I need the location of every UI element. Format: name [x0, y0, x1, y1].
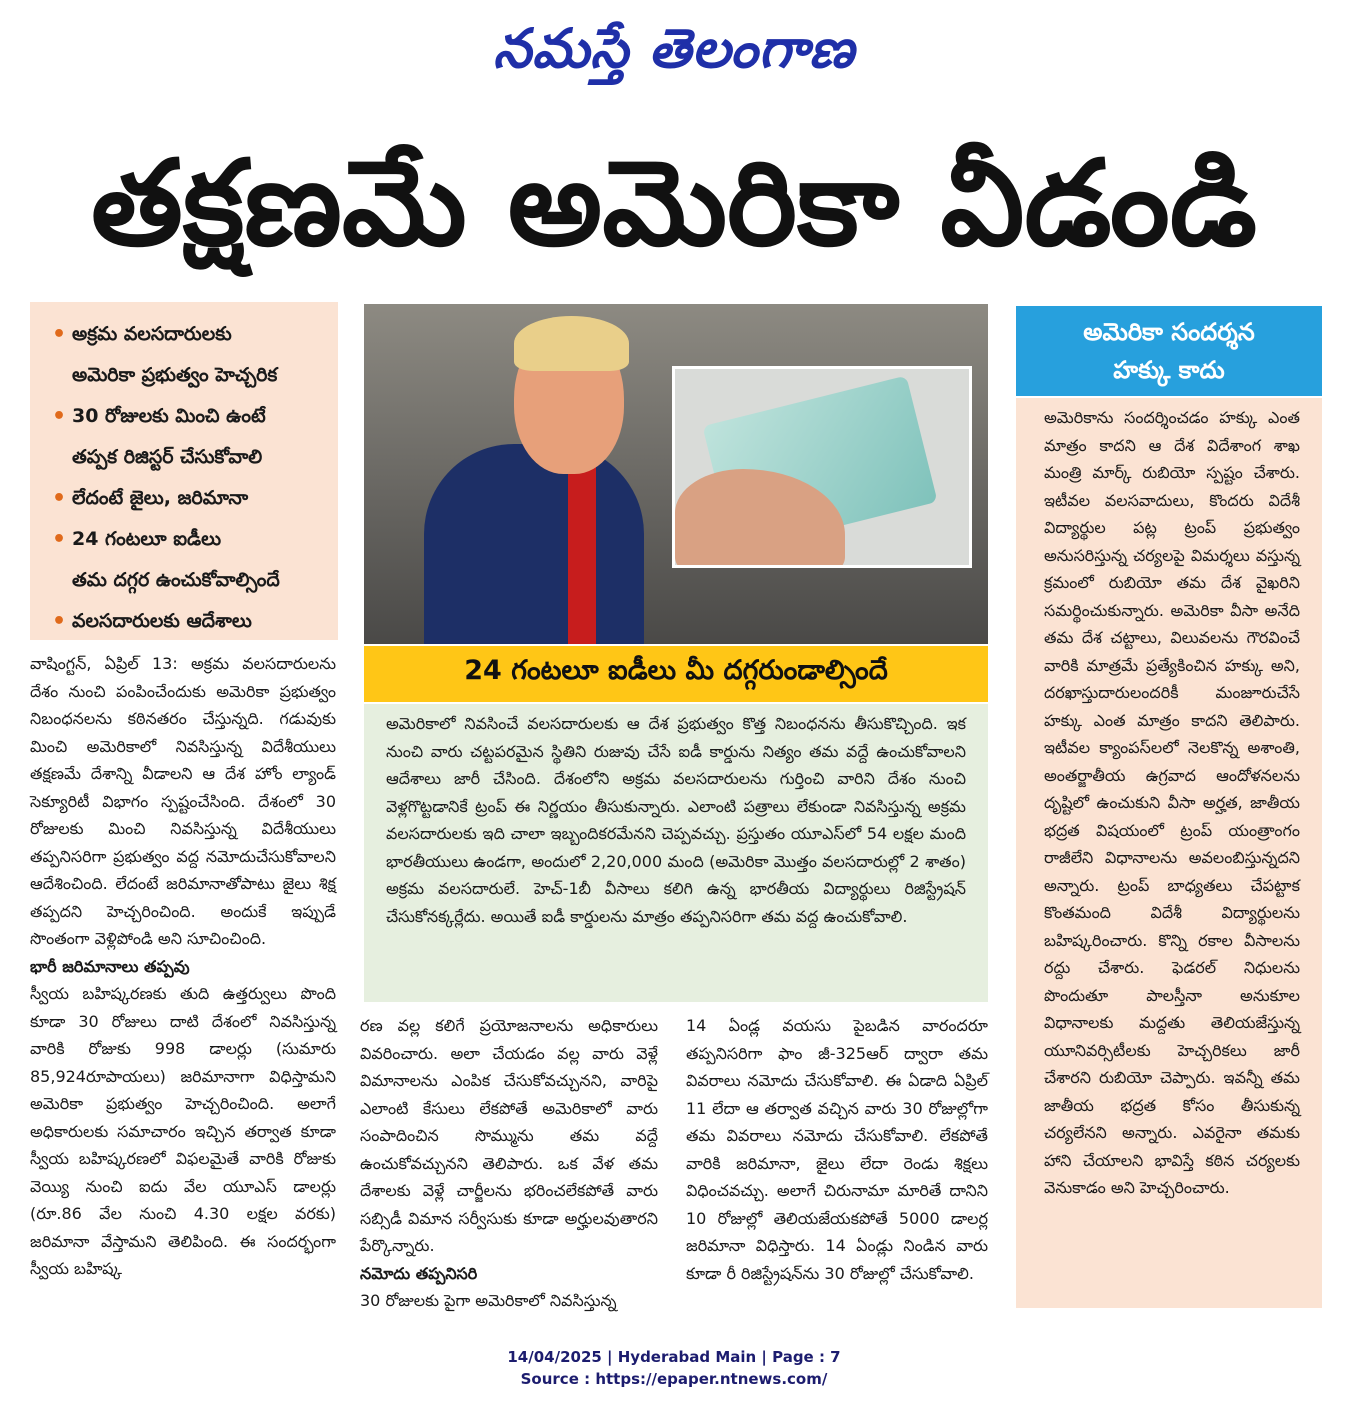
- sidebar-title-line: అమెరికా సందర్శన: [1083, 318, 1255, 346]
- masthead-logo: [0, 0, 1348, 110]
- column1-subheading: భారీ జరిమానాలు తప్పవు: [30, 956, 190, 976]
- speaker-tie: [568, 454, 596, 644]
- column1-paragraph: వాషింగ్టన్, ఏప్రిల్ 13: అక్రమ వలసదారులను దేశం నుంచి పంపించేందుకు అమెరికా ప్రభుత్వం నిబంధనలను కఠినతరం చేస్తున్నది. గడువుకు మించి అమెరికాలో నివసిస్తున్న విదేశీయులు తక్షణమే దేశాన్ని వీడాలని ఆ దేశ హోం ల్యాండ్ సెక్యూరిటీ విభాగం స్పష్టంచేసింది. దేశంలో 30 రోజులకు మించి నివసిస్తున్న విదేశీయులు తప్పనిసరిగా ప్రభుత్వం వద్ద నమోదుచేసుకోవాలని ఆదేశించింది. లేదంటే జరిమానాతోపాటు జైలు శిక్ష తప్పదని హెచ్చరించింది. అందుకే ఇప్పుడే సొంతంగా వెళ్లిపోండి అని సూచించింది.: [30, 654, 336, 948]
- sidebar-text: అమెరికాను సందర్శించడం హక్కు ఎంత మాత్రం కాదని ఆ దేశ విదేశాంగ శాఖ మంత్రి మార్క్ రుబియో స్పష్టం చేశారు. ఇటీవల వలసవాదులు, కొందరు విదేశీ విద్యార్థుల పట్ల ట్రంప్ ప్రభుత్వం అనుసరిస్తున్న చర్యలపై విమర్శలు వస్తున్న క్రమంలో రుబియో తమ దేశ వైఖరిని సమర్థించుకున్నారు. అమెరికా వీసా అనేది తమ దేశ చట్టాలు, విలువలను గౌరవించే వారికి మాత్రమే ప్రత్యేకించిన హక్కు అని, దరఖాస్తుదారులందరికీ మంజూరుచేసే హక్కు ఎంత మాత్రం కాదని తెలిపారు. ఇటీవల క్యాంపస్‌లలో నెలకొన్న అశాంతి, అంతర్జాతీయ ఉగ్రవాద ఆందోళనలను దృష్టిలో ఉంచుకుని వీసా అర్హత, జాతీయ భద్రత విషయంలో ట్రంప్ యంత్రాంగం రాజీలేని విధానాలను అవలంబిస్తున్నదని అన్నారు. ట్రంప్ బాధ్యతలు చేపట్టాక కొంతమంది విదేశీ విద్యార్థులను బహిష్కరించారు. కొన్ని రకాల వీసాలను రద్దు చేశారు. ఫెడరల్ నిధులను పొందుతూ పాలస్తీనా అనుకూల విధానాలకు మద్దతు తెలియజేస్తున్న యూనివర్సిటీలకు హెచ్చరికలు జారీ చేశారని రుబియో చెప్పారు. ఇవన్నీ తమ జాతీయ భద్రత కోసం తీసుకున్న చర్యలేనని అన్నారు. ఎవరైనా తమకు హాని చేయాలని భావిస్తే కఠిన చర్యలకు వెనుకాడం అని హెచ్చరించారు.: [1044, 408, 1300, 1197]
- column2-subheading: నమోదు తప్పనిసరి: [360, 1263, 478, 1283]
- footer-source: Source : https://epaper.ntnews.com/: [520, 1370, 828, 1388]
- highlight-item: తమ దగ్గర ఉంచుకోవాల్సిందే: [72, 569, 280, 591]
- highlight-item: అమెరికా ప్రభుత్వం హెచ్చరిక: [72, 364, 278, 386]
- photo-caption-bar: [364, 646, 988, 702]
- info-box: [364, 704, 988, 1002]
- highlight-item: తప్పక రిజిస్టర్ చేసుకోవాలి: [72, 446, 263, 468]
- article-column-2: [360, 1012, 658, 1315]
- highlight-item: • 30 రోజులకు మించి ఉంటే: [44, 396, 328, 437]
- highlights-box: [30, 302, 338, 640]
- masthead-logo-text: నమస్తే తెలంగాణ: [493, 16, 855, 80]
- highlight-item: • 24 గంటలూ ఐడీలు: [44, 519, 328, 560]
- headline-text: తక్షణమే అమెరికా వీడండి: [91, 134, 1257, 272]
- column3-paragraph: 14 ఏండ్ల వయసు పైబడిన వారందరూ తప్పనిసరిగా ఫాం జీ-325ఆర్ ద్వారా తమ వివరాలు నమోదు చేసుకోవాలి. ఈ ఏడాది ఏప్రిల్ 11 లేదా ఆ తర్వాత వచ్చిన వారు 30 రోజుల్లోగా తమ వివరాలు నమోదు చేసుకోవాలి. లేకపోతే వారికి జరిమానా, జైలు లేదా రెండు శిక్షలు విధించవచ్చు. అలాగే చిరునామా మారితే దానిని 10 రోజుల్లో తెలియజేయకపోతే 5000 డాలర్ల జరిమానా విధిస్తారు. 14 ఏండ్లు నిండిన వారు కూడా రీ రిజిస్ట్రేషన్‌ను 30 రోజుల్లో చేసుకోవాలి.: [686, 1016, 988, 1283]
- column2-paragraph: 30 రోజులకు పైగా అమెరికాలో నివసిస్తున్న: [360, 1291, 617, 1310]
- speaker-hair: [514, 316, 629, 371]
- article-column-1: [30, 650, 336, 1283]
- article-column-3: [686, 1012, 988, 1287]
- sidebar-title-line: హక్కు కాదు: [1113, 356, 1225, 384]
- page-footer: [0, 1346, 1348, 1390]
- sidebar-title: [1016, 306, 1322, 396]
- column2-paragraph: రణ వల్ల కలిగే ప్రయోజనాలను అధికారులు వివరించారు. అలా చేయడం వల్ల వారు వెళ్లే విమానాలను ఎంపిక చేసుకోవచ్చునని, వారిపై ఎలాంటి కేసులు లేకపోతే అమెరికాలో వారు సంపాదించిన సొమ్మును తమ వద్దే ఉంచుకోవచ్చునని తెలిపారు. ఒక వేళ తమ దేశాలకు వెళ్లే చార్జీలను భరించలేకపోతే వారు సబ్సిడీ విమాన సర్వీసుకు కూడా అర్హులవుతారని పేర్కొన్నారు.: [360, 1016, 658, 1255]
- id-card-inset-photo: [672, 366, 972, 568]
- sidebar-story: [1016, 398, 1322, 1308]
- footer-edition-info: 14/04/2025 | Hyderabad Main | Page : 7: [507, 1348, 841, 1366]
- column1-paragraph: స్వీయ బహిష్కరణకు తుది ఉత్తర్వులు పొంది కూడా 30 రోజులు దాటి దేశంలో నివసిస్తున్న వారికి రోజుకు 998 డాలర్లు (సుమారు 85,924రూపాయలు) జరిమానాగా విధిస్తామని అమెరికా ప్రభుత్వం హెచ్చరించింది. అలాగే అధికారులకు సమాచారం ఇచ్చిన తర్వాత కూడా స్వీయ బహిష్కరణలో విఫలమైతే వారికి రోజుకు వెయ్యి నుంచి ఐదు వేల యూఎస్ డాలర్లు (రూ.86 వేల నుంచి 4.30 లక్షల వరకు) జరిమానా వేస్తామని తెలిపింది. ఈ సందర్భంగా స్వీయ బహిష్క: [30, 984, 336, 1278]
- highlight-item: • వలసదారులకు ఆదేశాలు: [44, 601, 328, 642]
- highlight-item: • అక్రమ వలసదారులకు: [44, 314, 328, 355]
- headline: [20, 118, 1328, 288]
- highlight-item: • లేదంటే జైలు, జరిమానా: [44, 478, 328, 519]
- info-box-text: అమెరికాలో నివసించే వలసదారులకు ఆ దేశ ప్రభుత్వం కొత్త నిబంధనను తీసుకొచ్చింది. ఇక నుంచి వారు చట్టపరమైన స్థితిని రుజువు చేసే ఐడీ కార్డును నిత్యం తమ వద్దే ఉంచుకోవాలని ఆదేశాలు జారీ చేసింది. దేశంలోని అక్రమ వలసదారులను గుర్తించి వారిని దేశం నుంచి వెళ్లగొట్టడానికే ట్రంప్ ఈ నిర్ణయం తీసుకున్నారు. ఎలాంటి పత్రాలు లేకుండా నివసిస్తున్న అక్రమ వలసదారులకు ఇది చాలా ఇబ్బందికరమేనని చెప్పవచ్చు. ప్రస్తుతం యూఎస్‌లో 54 లక్షల మంది భారతీయులు ఉండగా, అందులో 2,20,000 మంది (అమెరికా మొత్తం వలసదారుల్లో 2 శాతం) అక్రమ వలసదారులే. హెచ్-1బీ వీసాలు కలిగి ఉన్న భారతీయ విద్యార్థులు రిజిస్ట్రేషన్ చేసుకోనక్కర్లేదు. అయితే ఐడీ కార్డులను మాత్రం తప్పనిసరిగా తమ వద్ద ఉంచుకోవాలి.: [386, 714, 966, 926]
- photo-caption-text: 24 గంటలూ ఐడీలు మీ దగ్గరుండాల్సిందే: [464, 655, 888, 686]
- speaker-figure: [424, 444, 644, 644]
- news-photo: [364, 304, 988, 644]
